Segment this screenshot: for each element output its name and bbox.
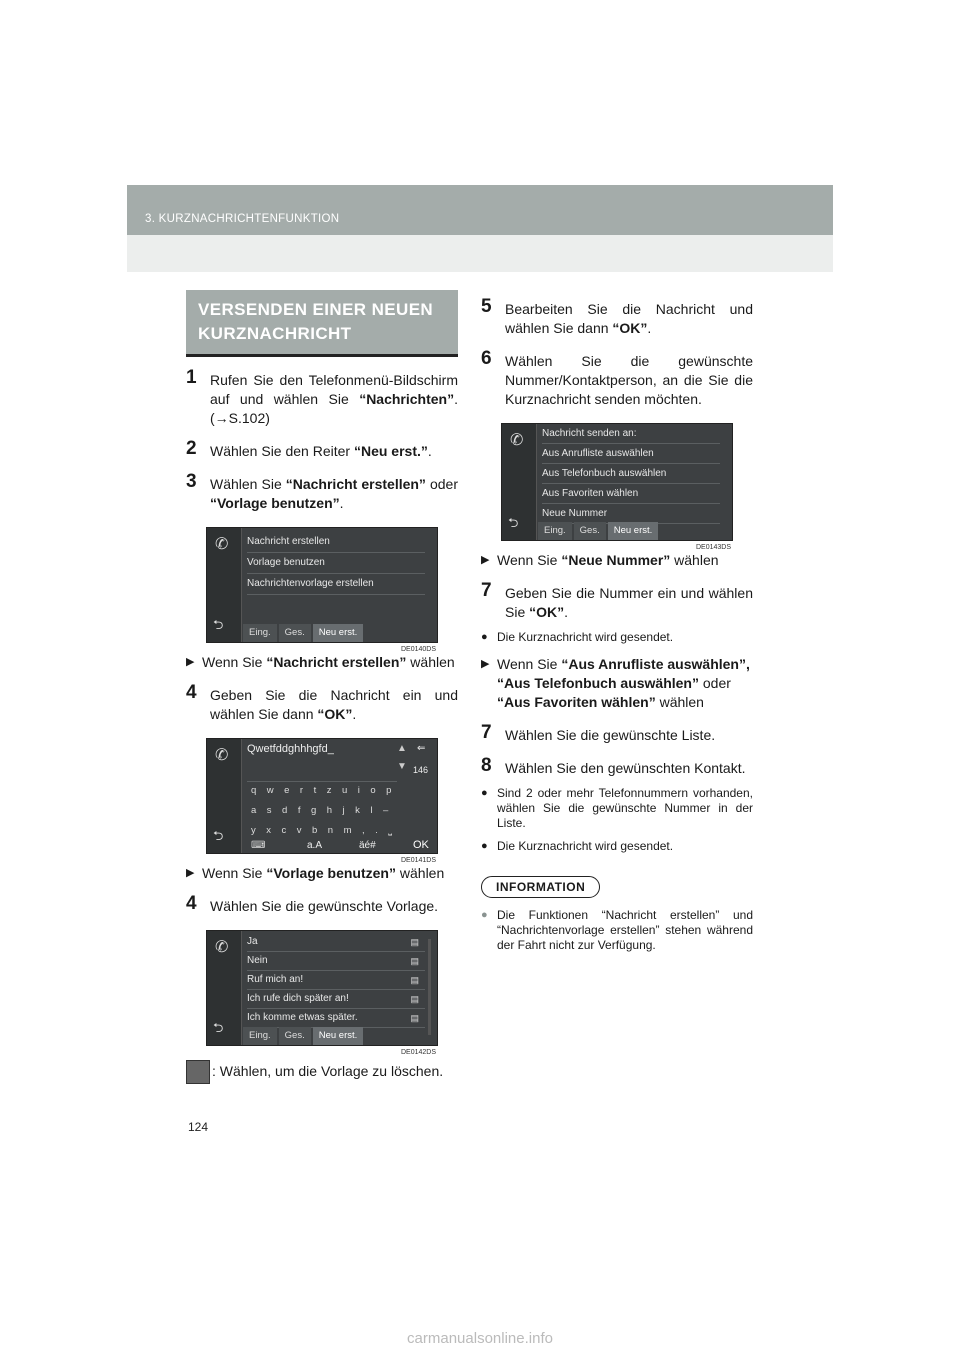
tab-sent: Ges. [279, 1027, 311, 1045]
substep-lists [481, 655, 753, 712]
bullet-icon: ● [481, 631, 488, 643]
substep-text: wählen [396, 865, 445, 881]
substep-new-number [481, 551, 753, 570]
trash-icon: ▤ [410, 937, 419, 947]
step-text: Geben Sie die Nachricht ein und wählen Sie dann [210, 687, 458, 722]
phone-icon: ✆ [510, 432, 524, 449]
trash-icon: ▤ [410, 1013, 419, 1023]
step-text: Geben Sie die Nummer ein und wählen Sie [505, 585, 753, 620]
step-number: 8 [481, 755, 492, 776]
send-option: Aus Anrufliste auswählen [542, 444, 720, 464]
right-column [481, 290, 753, 953]
substep-text: Wenn Sie [497, 552, 562, 568]
step-bold: “Nachricht erstellen” [285, 476, 426, 492]
screenshot-message-menu [206, 527, 438, 653]
section-title: VERSENDEN EINER NEUEN KURZNACHRICHT [186, 290, 458, 357]
substep-bold: “Aus Anrufliste auswählen”, “Aus Telefonbuch auswählen” [497, 656, 750, 691]
send-option: Neue Nummer [542, 504, 720, 524]
ok-key: OK [413, 839, 429, 851]
substep-text: Wenn Sie [202, 654, 267, 670]
step-bold: “OK” [317, 706, 353, 722]
image-code: DE0140DS [400, 646, 436, 653]
menu-item: Nachrichtenvorlage erstellen [247, 574, 425, 595]
keyboard-row-1: qwertzuiop [251, 785, 402, 796]
information-label: INFORMATION [481, 876, 600, 898]
back-icon: ⮌ [213, 617, 224, 632]
step-text: Wählen Sie die gewünschte Vorlage. [210, 898, 439, 914]
screen-tabs [538, 522, 660, 540]
backspace-icon: ⇐ [417, 743, 426, 754]
step-3 [186, 471, 458, 513]
tab-new: Neu erst. [608, 522, 659, 540]
information-body: Die Funktionen “Nachricht erstellen” und “Nachrichtenvorlage erstellen” stehen während der Fahrt nicht zur Verfügung. [497, 908, 753, 952]
image-code: DE0142DS [400, 1049, 436, 1056]
arrow-up-icon: ▲ [397, 743, 407, 754]
keyboard-row-2: asdfghjkl– [251, 805, 399, 816]
substep-create-message [186, 653, 458, 672]
step-7a [481, 580, 753, 622]
template-item: Ich rufe dich später an! [247, 990, 425, 1009]
tab-new: Neu erst. [313, 624, 364, 642]
substep-bold: “Aus Favoriten wählen” [497, 694, 656, 710]
tab-sent: Ges. [574, 522, 606, 540]
step-1 [186, 367, 458, 428]
phone-icon: ✆ [215, 747, 229, 764]
bullet-text: Die Kurznachricht wird gesendet. [497, 630, 674, 644]
trash-icon: ▤ [410, 975, 419, 985]
step-text: . [352, 706, 357, 722]
back-icon: ⮌ [213, 1020, 224, 1035]
trash-icon: ▤ [410, 994, 419, 1004]
keyboard-icon: ⌨ [251, 840, 266, 851]
trash-note-text: : Wählen, um die Vorlage zu löschen. [212, 1063, 444, 1079]
screenshot-keyboard [206, 738, 438, 864]
substep-text: Wenn Sie [202, 865, 267, 881]
step-text: . (→S.102) [210, 391, 458, 426]
bullet-note [481, 786, 753, 831]
step-text: Wählen Sie [210, 476, 286, 492]
header-subband [127, 235, 833, 272]
step-number: 6 [481, 348, 492, 369]
screenshot-templates [206, 930, 438, 1056]
screen-tabs [243, 624, 365, 642]
bullet-icon: ● [481, 909, 488, 921]
substep-use-template [186, 864, 458, 883]
substep-text: wählen [670, 552, 719, 568]
step-text: Wählen Sie den Reiter [210, 443, 354, 459]
tab-inbox: Eing. [538, 522, 572, 540]
step-number: 5 [481, 296, 492, 317]
template-item: Nein [247, 952, 425, 971]
keyboard-row-3: yxcvbnm,.⎵ [251, 825, 403, 836]
bullet-note [481, 630, 753, 645]
step-7b [481, 722, 753, 745]
step-text: . [647, 320, 652, 336]
trash-icon: ▤ [410, 956, 419, 966]
step-bold: “Neu erst.” [353, 443, 428, 459]
template-item: Ruf mich an! [247, 971, 425, 990]
message-input: Qwetfddghhhgfd_ [247, 743, 397, 782]
arrow-right-icon: ▶ [481, 554, 490, 566]
step-text: . [339, 495, 344, 511]
substep-text: Wenn Sie [497, 656, 562, 672]
substep-text: oder [699, 675, 731, 691]
bullet-text: Die Kurznachricht wird gesendet. [497, 839, 674, 853]
step-4a [186, 682, 458, 724]
left-column [186, 290, 458, 1082]
step-5 [481, 296, 753, 338]
scrollbar [428, 939, 431, 1035]
arrow-right-icon: ▶ [186, 656, 195, 668]
step-text: Wählen Sie die gewünschte Liste. [505, 727, 716, 743]
char-counter: 146 [413, 765, 429, 775]
bullet-icon: ● [481, 840, 488, 852]
step-number: 7 [481, 722, 492, 743]
step-2 [186, 438, 458, 461]
case-key: a.A [307, 840, 323, 851]
trash-note [186, 1060, 458, 1082]
step-number: 3 [186, 471, 197, 492]
step-bold: “Nachrichten” [359, 391, 455, 407]
substep-text: wählen [406, 654, 455, 670]
back-icon: ⮌ [213, 828, 224, 843]
substep-bold: “Neue Nummer” [561, 552, 671, 568]
header-band [127, 185, 833, 235]
arrow-right-icon: ▶ [481, 658, 490, 670]
menu-item: Vorlage benutzen [247, 553, 425, 574]
screenshot-send-to [501, 423, 733, 551]
send-option: Aus Telefonbuch auswählen [542, 464, 720, 484]
step-text: Wählen Sie die gewünschte Nummer/Kontaktperson, an die Sie die Kurznachricht senden möchten. [505, 353, 753, 407]
watermark: carmanualsonline.info [407, 1330, 553, 1347]
substep-bold: “Vorlage benutzen” [266, 865, 396, 881]
image-code: DE0141DS [400, 857, 436, 864]
template-item: Ich komme etwas später. [247, 1009, 425, 1028]
step-text: Bearbeiten Sie die Nachricht und wählen Sie dann [505, 301, 753, 336]
menu-item: Nachricht erstellen [247, 532, 425, 553]
step-text: oder [425, 476, 458, 492]
step-number: 4 [186, 893, 197, 914]
step-text: . [564, 604, 569, 620]
back-icon: ⮌ [508, 515, 519, 530]
substep-bold: “Nachricht erstellen” [266, 654, 407, 670]
step-number: 2 [186, 438, 197, 459]
bullet-note [481, 839, 753, 854]
step-8 [481, 755, 753, 778]
tab-inbox: Eing. [243, 1027, 277, 1045]
bullet-text: Sind 2 oder mehr Telefonnummern vorhanden, wählen Sie die gewünschte Nummer in der Liste. [497, 786, 753, 830]
step-number: 1 [186, 367, 197, 388]
screen-tabs [243, 1027, 365, 1045]
send-option: Aus Favoriten wählen [542, 484, 720, 504]
step-text: . [427, 443, 432, 459]
trash-icon [186, 1060, 210, 1084]
step-bold: “Vorlage benutzen” [210, 495, 340, 511]
phone-icon: ✆ [215, 536, 229, 553]
image-code: DE0143DS [695, 544, 731, 551]
arrow-down-icon: ▼ [397, 761, 407, 772]
step-bold: “OK” [612, 320, 648, 336]
step-text: Wählen Sie den gewünschten Kontakt. [505, 760, 746, 776]
tab-new: Neu erst. [313, 1027, 364, 1045]
phone-icon: ✆ [215, 939, 229, 956]
arrow-right-icon: ▶ [186, 867, 195, 879]
send-option: Nachricht senden an: [542, 424, 720, 444]
tab-sent: Ges. [279, 624, 311, 642]
information-text [481, 908, 753, 953]
step-text: Rufen Sie den Telefonmenü-Bildschirm auf und wählen Sie [210, 372, 458, 407]
step-4b [186, 893, 458, 916]
step-6 [481, 348, 753, 409]
step-number: 7 [481, 580, 492, 601]
page-number: 124 [188, 1120, 209, 1134]
template-item: Ja [247, 933, 425, 952]
bullet-icon: ● [481, 787, 488, 799]
step-number: 4 [186, 682, 197, 703]
substep-text: wählen [655, 694, 704, 710]
tab-inbox: Eing. [243, 624, 277, 642]
step-bold: “OK” [529, 604, 565, 620]
symbol-key: äé# [359, 840, 376, 851]
chapter-title: 3. KURZNACHRICHTENFUNKTION [145, 213, 340, 225]
